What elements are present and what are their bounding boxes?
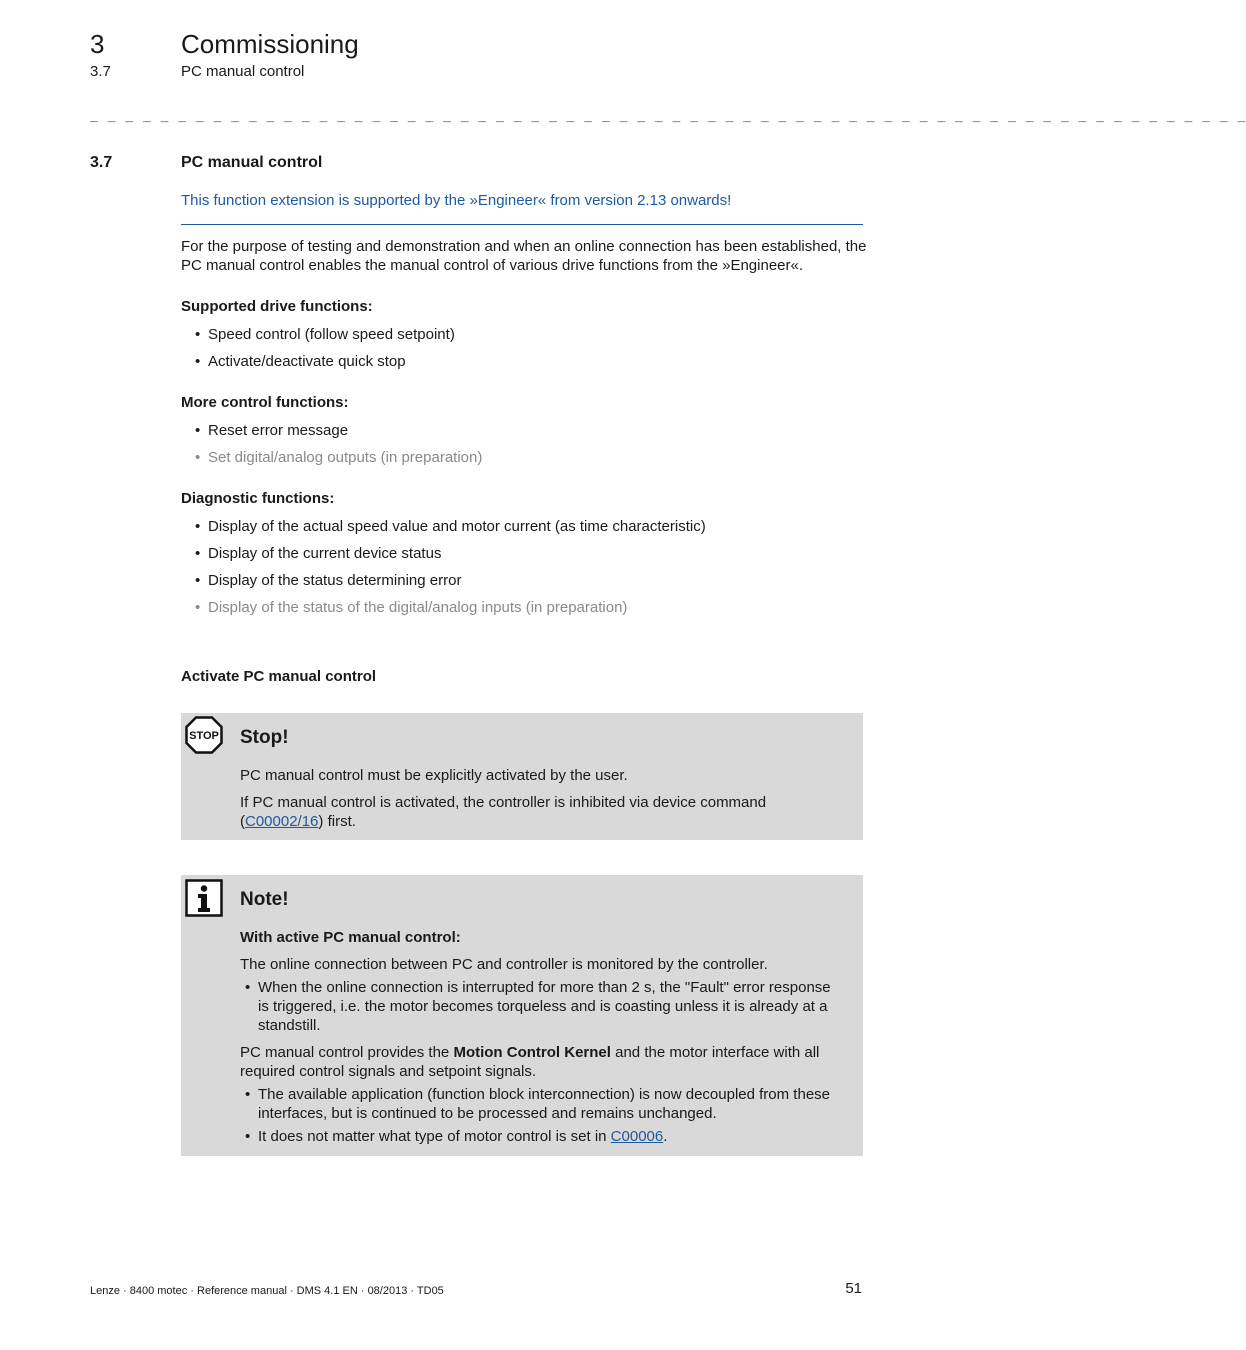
- note-bullet3-before: It does not matter what type of motor control is set in: [258, 1128, 611, 1145]
- note-list-2: [240, 1085, 845, 1146]
- motion-control-kernel: Motion Control Kernel: [453, 1044, 611, 1061]
- stop-icon: [185, 716, 223, 754]
- diagnostic-functions-heading: Diagnostic functions:: [181, 490, 335, 507]
- footer-text: Lenze · 8400 motec · Reference manual · DMS 4.1 EN · 08/2013 · TD05: [90, 1285, 444, 1297]
- stop-text-2-after: ) first.: [318, 813, 356, 830]
- list-item: [240, 1127, 845, 1146]
- note-text-1: The online connection between PC and controller is monitored by the controller.: [240, 956, 768, 973]
- c00006-link[interactable]: C00006: [610, 1128, 664, 1145]
- version-info-note: This function extension is supported by the »Engineer« from version 2.13 onwards!: [181, 192, 732, 209]
- intro-paragraph: For the purpose of testing and demonstration and when an online connection has been established, the PC manual control enables the manual control of various drive functions from the »Engineer«.: [181, 238, 867, 274]
- stop-text-2-before: If PC manual control is activated, the controller is inhibited via device command (: [240, 794, 767, 830]
- stop-box: [181, 713, 863, 840]
- supported-functions-list: [181, 325, 861, 379]
- stop-text-2: [240, 793, 850, 831]
- list-item: • Set digital/analog outputs (in preparation): [181, 448, 861, 475]
- header-section-title: PC manual control: [181, 63, 305, 80]
- section-title: PC manual control: [181, 154, 323, 171]
- list-item: • Display of the status determining error: [181, 571, 861, 598]
- note-list-1: [240, 978, 845, 1035]
- note-subheading: With active PC manual control:: [240, 929, 461, 946]
- note-bullet3-after: .: [663, 1128, 668, 1145]
- list-item: • Display of the current device status: [181, 544, 861, 571]
- note-text-2: [240, 1043, 850, 1081]
- list-item: • Activate/deactivate quick stop: [181, 352, 861, 379]
- note-title: Note!: [240, 889, 289, 910]
- note-text-2-before: PC manual control provides the: [240, 1044, 454, 1061]
- info-divider: [181, 224, 863, 225]
- supported-functions-heading: Supported drive functions:: [181, 298, 373, 315]
- activate-heading: Activate PC manual control: [181, 668, 377, 685]
- list-item: • When the online connection is interrupted for more than 2 s, the "Fault" error response is triggered, i.e. the motor becomes torqueless and is coasting unless it is already at a standstill.: [240, 978, 845, 1035]
- more-functions-heading: More control functions:: [181, 394, 349, 411]
- list-item: • Reset error message: [181, 421, 861, 448]
- stop-text-1: PC manual control must be explicitly activated by the user.: [240, 767, 628, 784]
- stop-icon-label: STOP: [189, 730, 219, 742]
- note-box: [181, 875, 863, 1156]
- chapter-number: 3: [90, 29, 105, 59]
- header-section-number: 3.7: [90, 63, 111, 80]
- list-item: • Display of the actual speed value and motor current (as time characteristic): [181, 517, 861, 544]
- page-number: 51: [845, 1280, 862, 1297]
- stop-title: Stop!: [240, 727, 289, 748]
- section-number: 3.7: [90, 154, 113, 171]
- header-separator: _ _ _ _ _ _ _ _ _ _ _ _ _ _ _ _ _ _ _ _ _ _ _ _ _ _ _ _ _ _ _ _ _ _ _ _ _ _ _ _ _ _ _ _ _ _ _ _ _ _ _ _ _ _ _ _ _ _ _ _ _ _ _ _ _ _: [90, 108, 1246, 123]
- c00002-link[interactable]: C00002/16: [245, 813, 319, 830]
- more-functions-list: [181, 421, 861, 475]
- diagnostic-functions-list: [181, 517, 861, 625]
- info-icon: [185, 879, 223, 917]
- list-item: • The available application (function block interconnection) is now decoupled from these interfaces, but is continued to be processed and remains unchanged.: [240, 1085, 845, 1123]
- list-item: • Display of the status of the digital/analog inputs (in preparation): [181, 598, 861, 625]
- note-text-2-after: and the motor interface with all required control signals and setpoint signals.: [240, 1044, 820, 1080]
- chapter-title: Commissioning: [181, 29, 359, 59]
- list-item: • Speed control (follow speed setpoint): [181, 325, 861, 352]
